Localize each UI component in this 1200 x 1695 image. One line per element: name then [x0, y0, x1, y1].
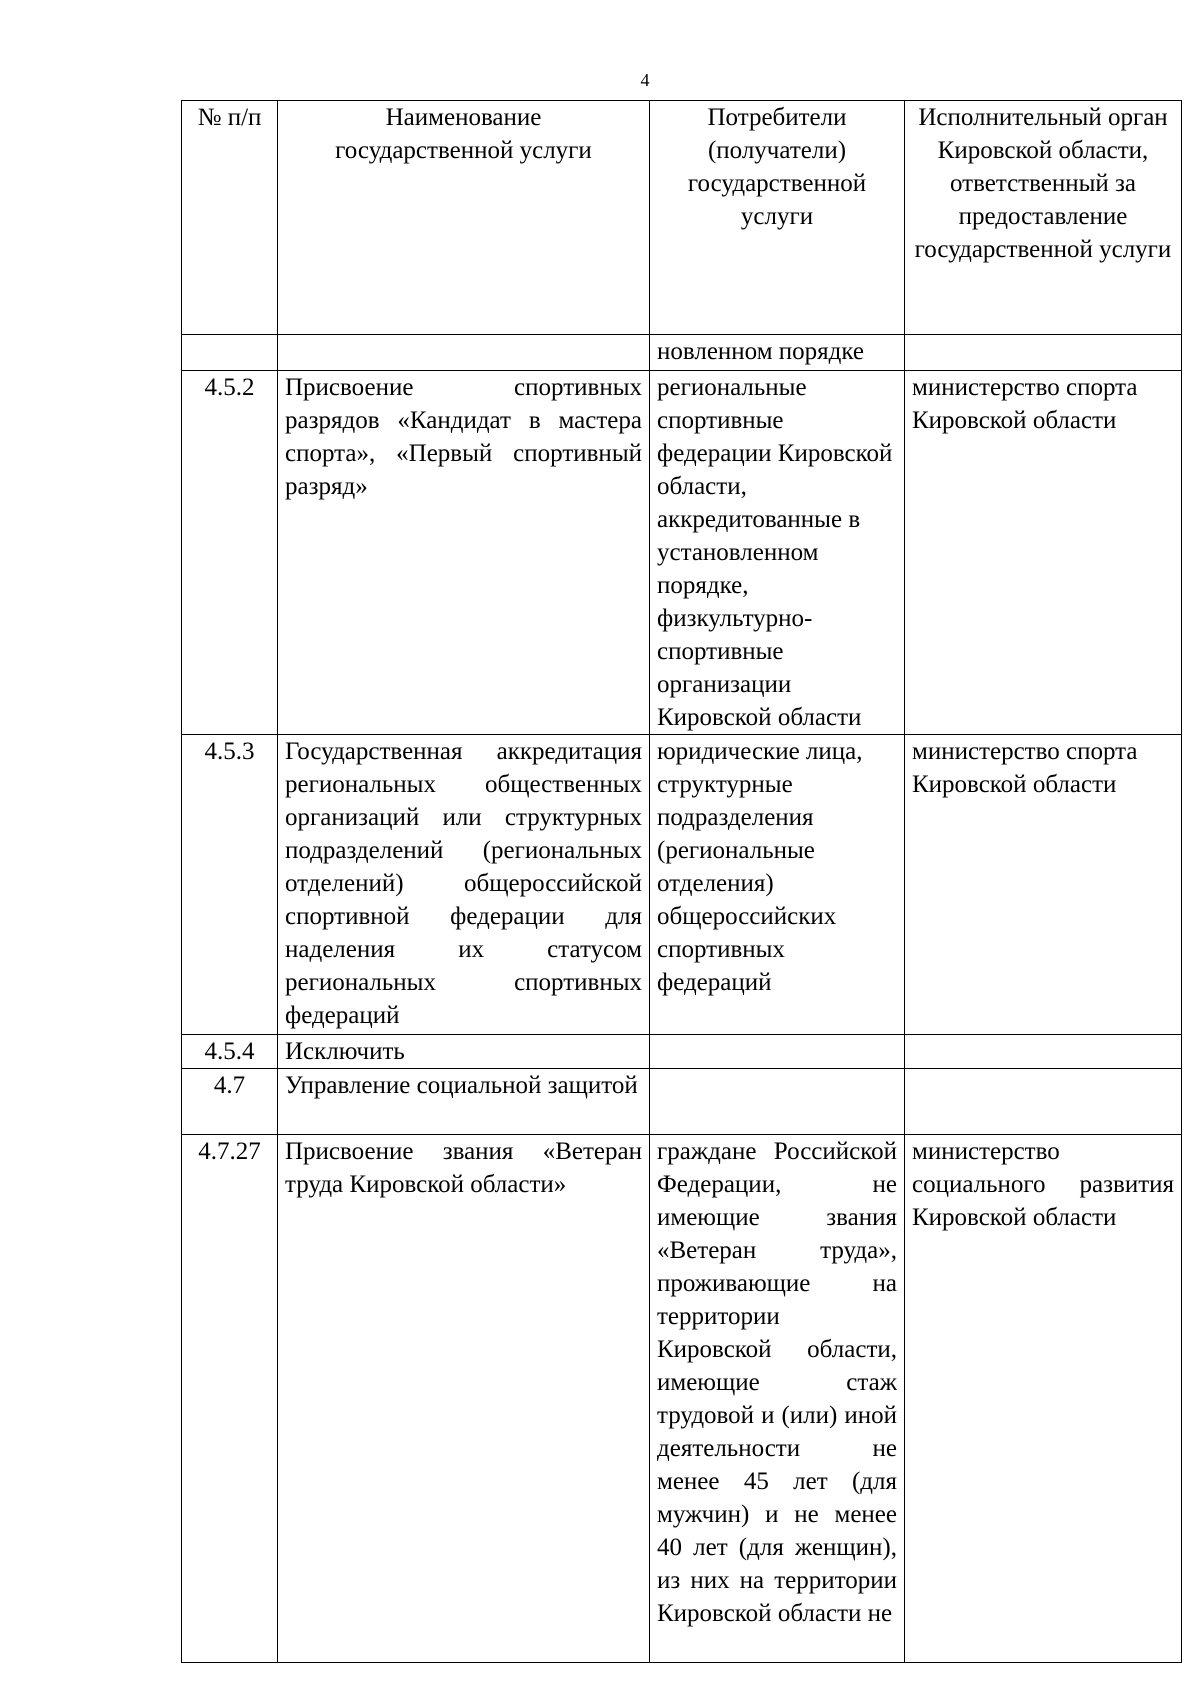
row-authority: министерство спорта Кировской области: [905, 735, 1182, 1035]
row-authority: министерство спорта Кировской области: [905, 371, 1182, 735]
row-authority: министерство социального развития Кировской области: [905, 1135, 1182, 1663]
row-consumers: новленном порядке: [650, 335, 905, 371]
table-row: [182, 735, 1182, 1035]
row-number: 4.5.2: [182, 371, 278, 735]
row-consumers: юридические лица, структурные подразделения (региональные отделения) общероссийских спортивных федераций: [650, 735, 905, 1035]
table-row: [182, 371, 1182, 735]
table-row: [182, 1135, 1182, 1663]
table-row: [182, 335, 1182, 371]
row-consumers: [650, 1069, 905, 1135]
page-number: 4: [640, 70, 650, 90]
row-service-name: Присвоение спортивных разрядов «Кандидат в мастера спорта», «Первый спортивный разряд»: [278, 371, 650, 735]
header-number: № п/п: [182, 101, 278, 335]
row-service-name: Исключить: [278, 1035, 650, 1069]
header-service-name: Наименование государственной услуги: [278, 101, 650, 335]
row-authority: [905, 1069, 1182, 1135]
row-number: 4.5.3: [182, 735, 278, 1035]
table-row: [182, 1035, 1182, 1069]
row-service-name: Управление социальной защитой: [278, 1069, 650, 1135]
row-number: 4.5.4: [182, 1035, 278, 1069]
row-number: 4.7.27: [182, 1135, 278, 1663]
row-number: [182, 335, 278, 371]
row-consumers: региональные спортивные федерации Кировской области, аккредитованные в установленном порядке, физкультурно-спортивные организации Кировской области: [650, 371, 905, 735]
table-row: [182, 1069, 1182, 1135]
services-table: [181, 100, 1182, 1663]
row-consumers: [650, 1035, 905, 1069]
row-service-name: [278, 335, 650, 371]
header-consumers: Потребители (получатели) государственной услуги: [650, 101, 905, 335]
table-header-row: [182, 101, 1182, 335]
header-authority: Исполнительный орган Кировской области, ответственный за предоставление государственной услуги: [905, 101, 1182, 335]
row-authority: [905, 1035, 1182, 1069]
row-authority: [905, 335, 1182, 371]
row-service-name: Государственная аккредитация региональных общественных организаций или структурных подразделений (региональных отделений) общероссийской спортивной федерации для наделения их статусом региональных спортивных федераций: [278, 735, 650, 1035]
row-service-name: Присвоение звания «Ветеран труда Кировской области»: [278, 1135, 650, 1663]
row-consumers: граждане Российской Федерации, не имеющие звания «Ветеран труда», проживающие на территории Кировской области, имеющие стаж трудовой и (или) иной деятельности не менее 45 лет (для мужчин) и не менее 40 лет (для женщин), из них на территории Кировской области не: [650, 1135, 905, 1663]
row-number: 4.7: [182, 1069, 278, 1135]
